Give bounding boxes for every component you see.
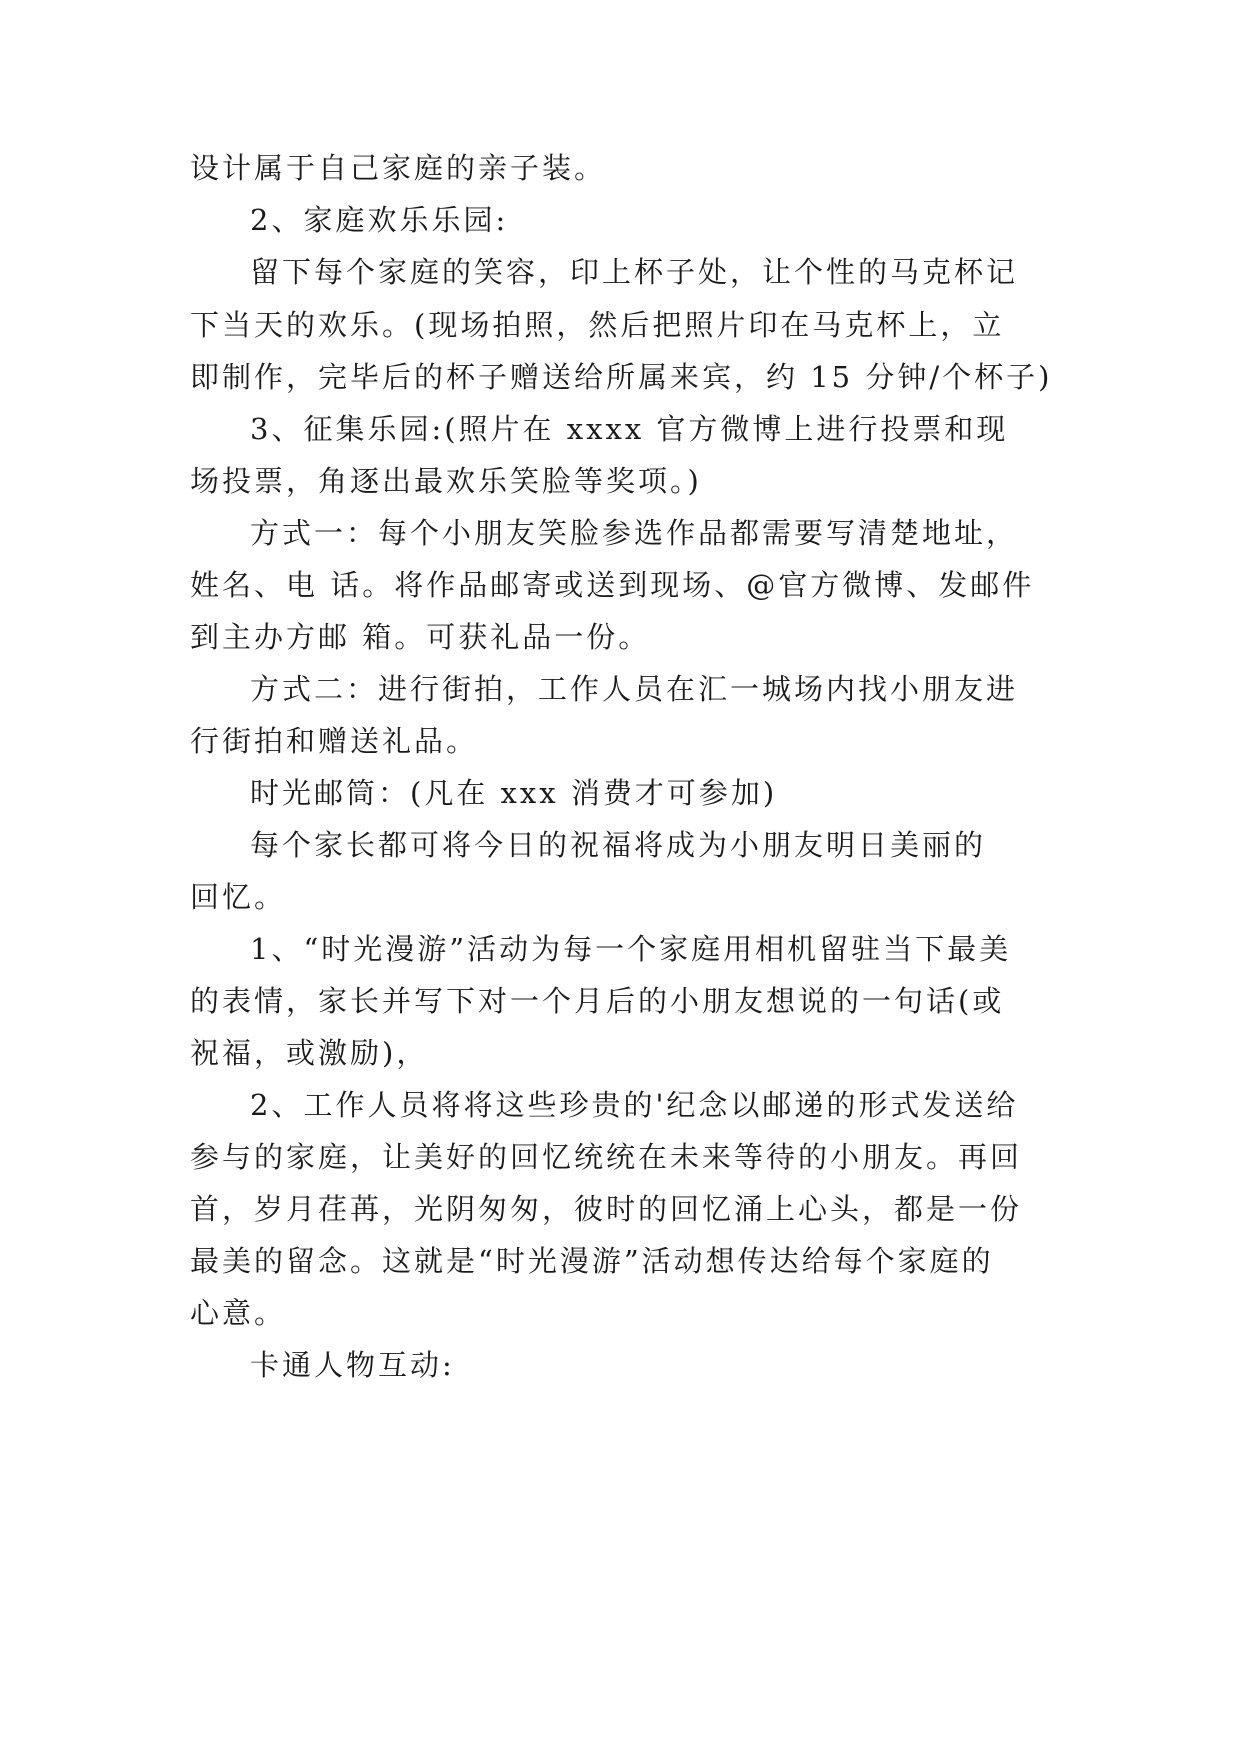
section-heading-time-mailbox: 时光邮筒：(凡在 xxx 消费才可参加) (250, 776, 778, 810)
paragraph-line: 回忆。 (190, 880, 287, 914)
paragraph-line: 场投票，角逐出最欢乐笑脸等奖项。) (190, 464, 702, 498)
paragraph-line: 1、“时光漫游”活动为每一个家庭用相机留驻当下最美 (250, 932, 1012, 966)
paragraph-line: 首，岁月荏苒，光阴匆匆，彼时的回忆涌上心头，都是一份 (190, 1192, 1023, 1226)
paragraph-line: 下当天的欢乐。(现场拍照，然后把照片印在马克杯上，立 (190, 308, 1005, 342)
paragraph-line: 最美的留念。这就是“时光漫游”活动想传达给每个家庭的 (190, 1244, 994, 1278)
paragraph-line: 即制作，完毕后的杯子赠送给所属来宾，约 15 分钟/个杯子) (190, 360, 1053, 394)
paragraph-line: 心意。 (190, 1296, 287, 1330)
paragraph-line: 2、工作人员将将这些珍贵的'纪念以邮递的形式发送给 (250, 1088, 1019, 1122)
section-heading-collection-park: 3、征集乐园:(照片在 xxxx 官方微博上进行投票和现 (250, 412, 1009, 446)
section-heading-family-park: 2、家庭欢乐乐园: (250, 203, 509, 237)
paragraph-line: 留下每个家庭的笑容，印上杯子处，让个性的马克杯记 (250, 255, 1019, 289)
paragraph-line: 姓名、电 话。将作品邮寄或送到现场、@官方微博、发邮件 (190, 568, 1035, 602)
paragraph-line: 参与的家庭，让美好的回忆统统在未来等待的小朋友。再回 (190, 1140, 1023, 1174)
section-heading-cartoon-interaction: 卡通人物互动: (250, 1348, 455, 1382)
paragraph-line: 每个家长都可将今日的祝福将成为小朋友明日美丽的 (250, 828, 987, 862)
paragraph-line: 到主办方邮 箱。可获礼品一份。 (190, 620, 651, 654)
paragraph-line: 行街拍和赠送礼品。 (190, 724, 479, 758)
method-two-line: 方式二：进行街拍，工作人员在汇一城场内找小朋友进 (250, 672, 1019, 706)
method-one-line: 方式一：每个小朋友笑脸参选作品都需要写清楚地址， (250, 516, 1019, 550)
paragraph-line: 祝福，或激励)， (190, 1036, 429, 1070)
paragraph-line: 设计属于自己家庭的亲子装。 (190, 151, 607, 185)
paragraph-line: 的表情，家长并写下对一个月后的小朋友想说的一句话(或 (190, 984, 1005, 1018)
